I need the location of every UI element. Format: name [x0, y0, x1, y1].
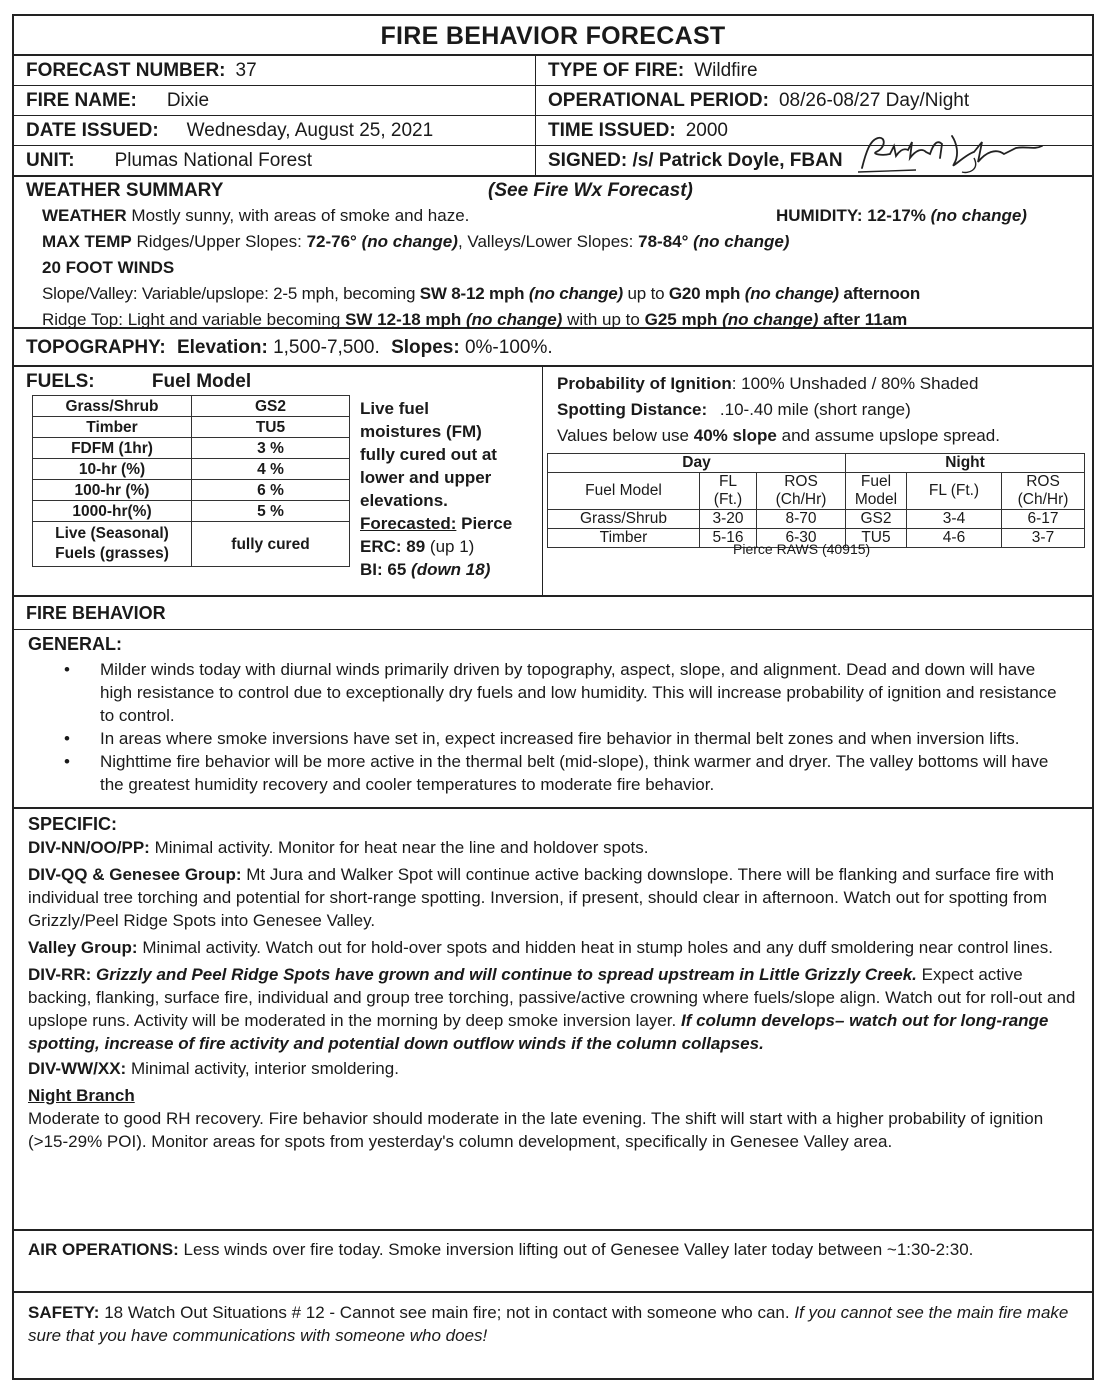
weather-heading-text: WEATHER SUMMARY	[26, 180, 224, 201]
ridge-sw: SW 12-18 mph	[345, 310, 462, 329]
max-temp-label: MAX TEMP	[42, 232, 132, 251]
topography-label: TOPOGRAPHY:	[26, 337, 166, 358]
ridge-gust: G25 mph	[644, 310, 718, 329]
valley-group-text: Minimal activity. Watch out for hold-over spots and hidden heat in stump holes and any duff smoldering near control lines.	[142, 938, 1053, 957]
ros-cell: TU5	[846, 529, 907, 548]
operational-period-cell	[536, 86, 1092, 116]
safety-para	[14, 1301, 1092, 1347]
fm-line-3: fully cured out at	[360, 445, 497, 464]
specific-label: SPECIFIC:	[28, 814, 118, 834]
values-post: and assume upslope spread.	[781, 426, 1000, 445]
winds-label: 20 FOOT WINDS	[42, 258, 175, 277]
date-issued-label: DATE ISSUED:	[26, 120, 159, 141]
div-qq-para	[14, 863, 1092, 932]
forecast-document	[12, 14, 1094, 1380]
humidity-label: HUMIDITY: 12-17%	[776, 206, 926, 225]
safety-section	[14, 1293, 1092, 1347]
ros-cell: Grass/Shrub	[548, 510, 700, 529]
ros-cell: 4-6	[907, 529, 1002, 548]
spotting-value: .10-.40 mile (short range)	[719, 400, 911, 419]
ignition-text	[557, 371, 1000, 449]
div-rr-label: DIV-RR:	[28, 965, 92, 984]
elevation-label: Elevation:	[176, 337, 268, 358]
specific-section	[14, 809, 1092, 1231]
live-fuels-label	[33, 522, 192, 567]
night-header: Night	[846, 454, 1085, 473]
humidity-note: (no change)	[930, 206, 1027, 225]
ros-cell: 3-7	[1002, 529, 1085, 548]
valley-group-para	[14, 936, 1092, 959]
air-operations-label: AIR OPERATIONS:	[28, 1240, 179, 1259]
general-bullet: • Nighttime fire behavior will be more active in the thermal belt (mid-slope), think warmer and dryer. The valley bottoms will have the greatest humidity recovery and cooler temperatures to moderate fire behavior.	[100, 750, 1072, 796]
fuel-row-label: Timber	[33, 417, 192, 438]
fuel-row-value: 5 %	[192, 501, 350, 522]
fire-behavior-section	[14, 597, 1092, 809]
fuel-row-label: FDFM (1hr)	[33, 438, 192, 459]
safety-label: SAFETY:	[28, 1303, 100, 1322]
live-fuels-value: fully cured	[192, 522, 350, 567]
slope-upto: up to	[627, 284, 665, 303]
div-rr-para	[14, 963, 1092, 1055]
type-of-fire: Wildfire	[694, 60, 758, 81]
date-issued-cell	[14, 116, 536, 146]
forecast-number-cell	[14, 56, 536, 86]
erc-label: ERC: 89	[360, 537, 426, 556]
slope-gust-note: (no change)	[744, 284, 839, 303]
general-bullet: • Milder winds today with diurnal winds primarily driven by topography, aspect, slope, and alignment. Dead and down will have high resistance to control due to exceptionally dry fuels and low humidity. This will increase probability of ignition and resistance to control.	[100, 658, 1072, 727]
slope-sw: SW 8-12 mph	[419, 284, 525, 303]
col-ros-night: ROS (Ch/Hr)	[1002, 473, 1085, 510]
valleys-value: 78-84°	[638, 232, 689, 251]
spotting-label: Spotting Distance:	[557, 400, 708, 419]
fuels-panel	[14, 367, 543, 595]
fm-line-5: elevations.	[360, 491, 448, 510]
max-temp-line: MAX TEMP Ridges/Upper Slopes: 72-76° (no change), Valleys/Lower Slopes: 78-84° (no change)	[42, 232, 790, 251]
div-ww-label: DIV-WW/XX:	[28, 1059, 127, 1078]
slope-gust: G20 mph	[668, 284, 741, 303]
col-fl-night: FL (Ft.)	[907, 473, 1002, 510]
fm-line-4: lower and upper	[360, 468, 492, 487]
operational-period-label: OPERATIONAL PERIOD:	[548, 90, 769, 111]
col-fuel-model-night: Fuel Model	[846, 473, 907, 510]
div-nn-para	[14, 836, 1092, 859]
ros-cell: 8-70	[757, 510, 846, 529]
fuel-row-value: TU5	[192, 417, 350, 438]
humidity	[776, 203, 1027, 229]
ros-cell: 6-17	[1002, 510, 1085, 529]
fuel-moisture-notes	[360, 397, 512, 581]
air-operations-para	[14, 1238, 1092, 1261]
values-pre: Values below use	[557, 426, 689, 445]
slope-valley-line	[14, 281, 1092, 307]
signature-image	[856, 132, 1046, 176]
ros-cell: GS2	[846, 510, 907, 529]
fuel-row-value: 4 %	[192, 459, 350, 480]
topography-section	[14, 329, 1092, 367]
safety-text: 18 Watch Out Situations # 12 - Cannot see main fire; not in contact with someone who can.	[104, 1303, 790, 1322]
forecast-number-label: FORECAST NUMBER:	[26, 60, 226, 81]
slope-label: Slope/Valley: Variable/upslope: 2-5 mph, becoming	[42, 284, 416, 303]
prob-ignition-value: : 100% Unshaded / 80% Shaded	[731, 374, 979, 393]
fm-line-1: Live fuel	[360, 399, 429, 418]
fuel-row-label: Grass/Shrub	[33, 396, 192, 417]
weather-text: Mostly sunny, with areas of smoke and haze.	[131, 206, 470, 225]
night-branch-text: Moderate to good RH recovery. Fire behavior should moderate in the late evening. The shift will start with a higher probability of ignition (>15-29% POI). Monitor areas for spots from yesterday's column development, specifically in Genesee Valley area.	[28, 1109, 1044, 1151]
slopes-label: Slopes:	[391, 337, 460, 358]
forecasted-value: Pierce	[461, 514, 513, 533]
fuels-label: FUELS:	[26, 371, 95, 392]
general-label: GENERAL:	[28, 634, 122, 654]
div-qq-label: DIV-QQ & Genesee Group:	[28, 865, 242, 884]
time-issued: 2000	[685, 120, 729, 141]
ignition-panel	[543, 367, 1092, 595]
fuels-heading	[26, 371, 251, 393]
weather-summary-heading	[14, 177, 1092, 203]
time-issued-label: TIME ISSUED:	[548, 120, 676, 141]
fuel-row	[33, 480, 350, 501]
header-grid	[14, 56, 1092, 177]
valleys-note: (no change)	[693, 232, 790, 251]
fuel-row	[33, 501, 350, 522]
signed-text: SIGNED: /s/ Patrick Doyle, FBAN	[548, 150, 843, 172]
fuel-row	[33, 438, 350, 459]
weather-label: WEATHER	[42, 206, 127, 225]
night-branch-label: Night Branch	[28, 1086, 135, 1105]
weather-summary-section	[14, 177, 1092, 329]
fuel-row	[33, 396, 350, 417]
fire-name-label: FIRE NAME:	[26, 90, 137, 111]
live-label-1: Live (Seasonal)	[55, 525, 169, 542]
raws-note: Pierce RAWS (40915)	[733, 541, 871, 557]
safety-italic: If you cannot see the main fire make sure that you have communications with someone who does!	[28, 1303, 1069, 1345]
valley-group-label: Valley Group:	[28, 938, 138, 957]
ros-cell: 6-30	[757, 529, 846, 548]
type-of-fire-cell	[536, 56, 1092, 86]
ros-cell: 5-16	[700, 529, 757, 548]
ridges-note: (no change)	[361, 232, 458, 251]
col-ros-day: ROS (Ch/Hr)	[757, 473, 846, 510]
fuel-row-value: 6 %	[192, 480, 350, 501]
ridge-with: with up to	[567, 310, 640, 329]
air-operations-text: Less winds over fire today. Smoke inversion lifting out of Genesee Valley later today between ~1:30-2:30.	[183, 1240, 974, 1259]
weather-line	[14, 203, 1092, 229]
ridges-value: 72-76°	[306, 232, 357, 251]
ros-cell: Timber	[548, 529, 700, 548]
div-qq-text: Mt Jura and Walker Spot will continue active backing downslope. There will be flanking and surface fire with individual tree torching and potential for short-range spotting. Inversion, if present, should clear in afternoon. Watch out for spotting from Grizzly/Peel Ridge Spots into Genesee Valley.	[28, 865, 1055, 930]
date-issued: Wednesday, August 25, 2021	[186, 120, 434, 141]
fuel-row-label: 10-hr (%)	[33, 459, 192, 480]
ridge-after: after 11am	[823, 310, 908, 329]
forecasted-label: Forecasted:	[360, 514, 457, 533]
fuel-row-value: 3 %	[192, 438, 350, 459]
slope-afternoon: afternoon	[843, 284, 921, 303]
see-fire-wx-note: (See Fire Wx Forecast)	[488, 180, 693, 201]
fuel-model-label: Fuel Model	[151, 371, 252, 392]
signed-cell	[536, 146, 1092, 175]
col-fuel-model: Fuel Model	[548, 473, 700, 510]
fire-behavior-heading: FIRE BEHAVIOR	[14, 597, 1092, 630]
operational-period: 08/26-08/27 Day/Night	[778, 90, 970, 111]
ridges-label: Ridges/Upper Slopes:	[136, 232, 302, 251]
fuel-row	[33, 459, 350, 480]
slope-note: (no change)	[528, 284, 623, 303]
div-rr-text: Expect active backing, flanking, surface fire, individual and group tree torching, passive/active crowning where fuels/slope align. Watch out for roll-out and upslope runs. Activity will be moderated in the morning by deep smoke inversion layer.	[28, 965, 1076, 1030]
ros-row	[548, 510, 1085, 529]
fuel-row-label: 100-hr (%)	[33, 480, 192, 501]
live-label-2: Fuels (grasses)	[55, 545, 169, 562]
div-ww-para	[14, 1057, 1092, 1080]
div-ww-text: Minimal activity, interior smoldering.	[130, 1059, 399, 1078]
type-of-fire-label: TYPE OF FIRE:	[548, 60, 685, 81]
prob-ignition-label: Probability of Ignition	[557, 374, 732, 393]
forecast-number: 37	[235, 60, 257, 81]
unit-cell	[14, 146, 536, 175]
ridge-note: (no change)	[466, 310, 563, 329]
general-bullet: • In areas where smoke inversions have set in, expect increased fire behavior in thermal belt zones and when inversion lifts.	[100, 727, 1072, 750]
slopes-value: 0%-100%.	[464, 337, 553, 358]
unit: Plumas National Forest	[114, 150, 313, 171]
elevation-value: 1,500-7,500.	[273, 337, 380, 358]
fuels-section	[14, 367, 1092, 597]
fm-line-2: moistures (FM)	[360, 422, 482, 441]
fuel-row-value: GS2	[192, 396, 350, 417]
valleys-label: Valleys/Lower Slopes:	[467, 232, 634, 251]
ros-cell: 3-20	[700, 510, 757, 529]
col-fl-day: FL (Ft.)	[700, 473, 757, 510]
air-operations-section	[14, 1231, 1092, 1293]
fuel-row	[33, 417, 350, 438]
bi-label: BI: 65	[360, 560, 407, 579]
ridge-label: Ridge Top: Light and variable becoming	[42, 310, 341, 329]
erc-note: (up 1)	[429, 537, 475, 556]
div-rr-bold2: If column develops– watch out for long-range spotting, increase of fire activity and potential down outflow winds if the column collapses.	[28, 1011, 1049, 1053]
values-bold: 40% slope	[693, 426, 777, 445]
document-title: FIRE BEHAVIOR FORECAST	[14, 16, 1092, 56]
ros-cell: 3-4	[907, 510, 1002, 529]
fire-name: Dixie	[166, 90, 210, 111]
live-fuels-row	[33, 522, 350, 567]
div-nn-label: DIV-NN/OO/PP:	[28, 838, 150, 857]
day-header: Day	[548, 454, 846, 473]
div-nn-text: Minimal activity. Monitor for heat near the line and holdover spots.	[154, 838, 649, 857]
fire-name-cell	[14, 86, 536, 116]
bi-note: (down 18)	[411, 560, 491, 579]
div-rr-bold: Grizzly and Peel Ridge Spots have grown and will continue to spread upstream in Little Grizzly Creek.	[96, 965, 917, 984]
fuel-moisture-table	[32, 395, 350, 567]
ridge-gust-note: (no change)	[722, 310, 819, 329]
general-list	[14, 658, 1092, 796]
unit-label: UNIT:	[26, 150, 75, 171]
rate-of-spread-table	[547, 453, 1085, 548]
fuel-row-label: 1000-hr(%)	[33, 501, 192, 522]
